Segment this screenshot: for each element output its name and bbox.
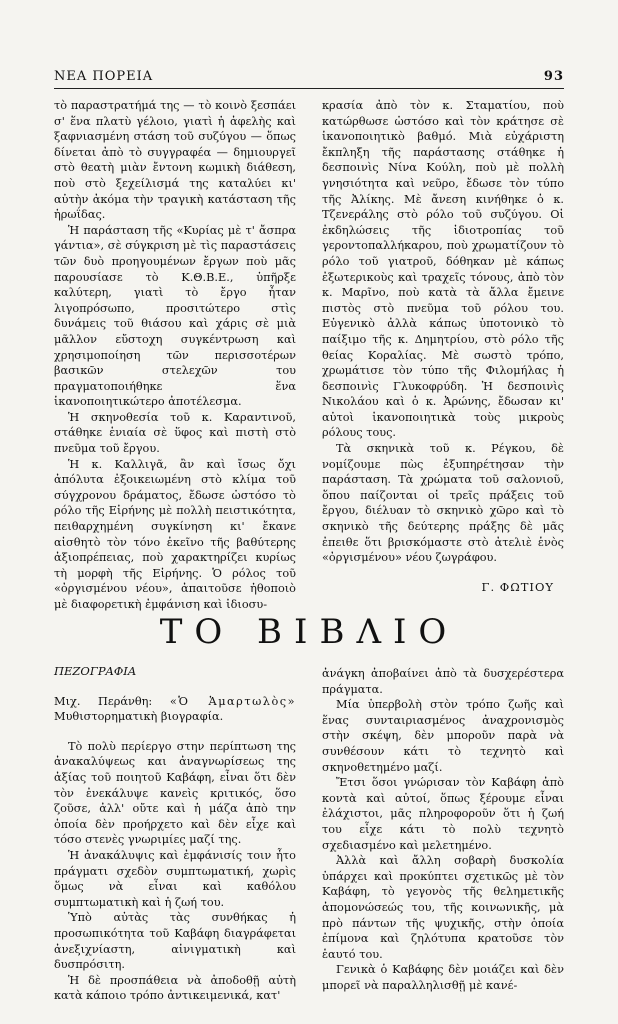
book-entry <box>54 694 296 725</box>
paragraph: Μία ὑπερβολὴ στὸν τρόπο ζωῆς καὶ ἕνας συνταιριασμένος ἀναχρονισμὸς στὴν σκέψη, δὲν μποροῦν παρὰ νὰ συνθέσουν κάτι τὸ τεχνητὸ καὶ σκηνοθετημένο μαζί. <box>322 698 564 774</box>
journal-title: ΝΕΑ ΠΟΡΕΙΑ <box>54 69 154 84</box>
paragraph: τὸ παραστρατήμά της — τὸ κοινὸ ξεσπάει σ' ἕνα πλατὺ γέλοιο, γιατὶ ἡ ἀφελὴς καὶ ξαφνιασμένη στάση τοῦ συζύγου — ὅπως δίνεται ἀπὸ τὸ συγγραφέα — δημιουργεῖ στὸ θεατὴ μιὰν ἔντονη κωμικὴ διάθεση, ποὺ στὸ ξεχείλισμά της καταλύει κι' αὐτὴν ἀκόμα τὴν τραγικὴ κατάσταση τῆς ἡρωΐδας. <box>54 99 296 222</box>
paragraph: ἀνάγκη ἀποβαίνει ἀπὸ τὰ δυσχερέστερα πράγματα. <box>322 667 564 696</box>
review-column-right <box>322 98 564 595</box>
running-header <box>54 66 564 89</box>
review-column-left <box>54 98 296 613</box>
book-column-right <box>322 666 564 993</box>
paragraph: Τὸ πολὺ περίεργο στην περίπτωση της ἀνακαλύψεως και ἀναγνωρίσεως της ἀξίας τοῦ ποιητοῦ Καβάφη, εἶναι ὅτι δὲν τὸν ἐνεκάλυψε κανεὶς κριτικός, ὅσο ζοῦσε, ἀλλ' οὔτε καὶ ἡ μάζα ἀπὸ την ὁποία δὲν προήρχετο καὶ δὲν εἶχε καὶ τόσο στενὲς γνωριμίες μαζί της. <box>54 739 296 847</box>
page-number: 93 <box>543 69 564 84</box>
paragraph: κρασία ἀπὸ τὸν κ. Σταματίου, ποὺ κατώρθωσε ὡστόσο καὶ τὸν κράτησε σὲ ἱκανοποιητικὸ βαθμό. Μιὰ εὐχάριστη ἔκπληξη τῆς παράστασης στάθηκε ἡ δεσποινὶς Νίνα Κούλη, ποὺ μὲ πολλὴ γνησιότητα καὶ νεῦρο, ἔδωσε τὸν τύπο τῆς Ἀλίκης. Μὲ ἄνεση κινήθηκε ὁ κ. Τζενεράλης στὸ ρόλο τοῦ συζύγου. Οἱ ἐκδηλώσεις τῆς ἰδιοτροπίας τοῦ γεροντοπαλλήκαρου, ποὺ χρωματίζουν τὸ ρόλο τοῦ γιατροῦ, δόθηκαν μὲ κάπως ἐξωτερικοὺς καὶ τραχεῖς τόνους, ἀπὸ τὸν κ. Μαρῖνο, ποὺ κατὰ τὰ ἄλλα ἔμεινε πιστὸς στὸ πνεῦμα τοῦ ρόλου του. Εὐγενικὸ ἀλλὰ κάπως ὑποτονικὸ τὸ παίξιμο τῆς κ. Δημητρίου, στὸ ρόλο τῆς θείας Κοραλίας. Μὲ σωστὸ τρόπο, χρωμάτισε τὸν τύπο τῆς Φιλομήλας ἡ δεσποινὶς Γλυκοφρύδη. Ἡ δεσποινὶς Νικολάου καὶ ὁ κ. Ἀρώνης, ἔδωσαν κι' αὐτοὶ ἱκανοποιητικὰ τοὺς μικροὺς ρόλους τους. <box>322 99 564 440</box>
section-label: ΠΕΖΟΓΡΑΦΙΑ <box>54 664 137 678</box>
paragraph: Ἀλλὰ καὶ ἄλλη σοβαρὴ δυσκολία ὑπάρχει καὶ προκύπτει σχετικῶς μὲ τὸν Καβάφη, τὸ γεγονὸς τῆς θελημετικῆς ἀπομονώσεώς του, τῆς κοινωνικῆς, μὰ πρὸ πάντων τῆς ψυχικῆς, στὴν ὁποία ἐπίμονα καὶ ζηλότυπα κρατοῦσε τὸν ἑαυτό του. <box>322 854 564 961</box>
book-column-left <box>54 664 296 1004</box>
paragraph: Γενικὰ ὁ Καβάφης δὲν μοιάζει καὶ δὲν μπορεῖ νὰ παραλληλισθῇ μὲ κανέ- <box>322 963 564 992</box>
paragraph: Ἡ δὲ προσπάθεια νὰ ἀποδοθῇ αὐτὴ κατὰ κάποιο τρόπο ἀντικειμενικά, κατ' <box>54 973 296 1003</box>
section-title: ΤΟ ΒΙΒΛΙΟ <box>159 612 459 652</box>
paragraph: Ἡ κ. Καλλιγᾶ, ἂν καὶ ἴσως ὄχι ἀπόλυτα ἐξοικειωμένη στὸ κλίμα τοῦ σύγχρονου δράματος, ἔδωσε ὡστόσο τὸ ρόλο τῆς Εἰρήνης μὲ πολλὴ πειστικότητα, πειθαρχημένη συγκίνηση κι' ἔκανε αἰσθητὸ τὸν τόνο ἐκεῖνο τῆς βαθύτερης ἀξιοπρέπειας, ποὺ χαρακτηρίζει κυρίως τὴ μορφὴ τῆς Εἰρήνης. Ὁ ρόλος τοῦ «ὀργισμένου νέου», ἀπαιτοῦσε ἠθοποιὸ μὲ διαφορετικὴ ἐμφάνιση καὶ ἰδιοσυ- <box>54 457 296 611</box>
book-title: «Ὁ Ἁμαρτωλὸς» <box>169 694 296 708</box>
book-subtitle: Μυθιστορηματικὴ βιογραφία. <box>54 710 224 724</box>
paragraph: Τὰ σκηνικὰ τοῦ κ. Ρέγκου, δὲ νομίζουμε πὼς ἐξυπηρέτησαν τὴν παράσταση. Τὰ χρώματα τοῦ σαλονιοῦ, ὅπου παίζονται οἱ τρεῖς πράξεις τοῦ ἔργου, διέλυαν τὸ σκηνικὸ χῶρο καὶ τὸ σκηνικὸ τῆς δεύτερης πράξης δὲ μᾶς ἐπειθε ὅτι βρισκόμαστε στὸ ἀτελιὲ ἑνὸς «ὀργισμένου» νέου ζωγράφου. <box>322 442 564 565</box>
paragraph: Ἔτσι ὅσοι γνώρισαν τὸν Καβάφη ἀπὸ κοντὰ καὶ αὐτοί, ὅπως ξέρουμε εἶναι ἐλάχιστοι, μᾶς πληροφοροῦν ὅτι ἡ ζωή του εἶχε κάτι τὸ πολὺ τεχνητὸ σχεδιασμένο καὶ μελετημένο. <box>322 776 564 852</box>
book-author: Μιχ. Περάνθη: <box>54 694 153 708</box>
paragraph: Ἡ σκηνοθεσία τοῦ κ. Καραντινοῦ, στάθηκε ἑνιαία σὲ ὕφος καὶ πιστὴ στὸ πνεῦμα τοῦ ἔργου. <box>54 410 296 456</box>
paragraph: Ὑπὸ αὐτὰς τὰς συνθήκας ἡ προσωπικότητα τοῦ Καβάφη διαγράφεται ἀνεξιχνίαστη, αἰνιγματικὴ καὶ δυσπρόσιτη. <box>54 911 296 972</box>
paragraph: Ἡ παράσταση τῆς «Κυρίας μὲ τ' ἄσπρα γάντια», σὲ σύγκριση μὲ τὶς παραστάσεις τῶν δυὸ προηγουμένων ἔργων ποὺ μᾶς παρουσίασε τὸ Κ.Θ.Β.Ε., ὑπῆρξε καλύτερη, γιατὶ τὸ ἔργο ἦταν λιγοπρόσωπο, προσιτώτερο στὶς δυνάμεις τοῦ θιάσου καὶ χάρις σὲ μιὰ μᾶλλον εὔστοχη συγκέντρωση καὶ χρησιμοποίηση τῶν περισσοτέρων βασικῶν στελεχῶν του πραγματοποιήθηκε ἕνα ἱκανοποιητικώτερο ἀποτέλεσμα. <box>54 223 296 409</box>
paragraph: Ἡ ἀνακάλυψις καὶ ἐμφάνισίς τοιν ἦτο πράγματι σχεδὸν συμπτωματική, χωρὶς ὅμως νὰ εἶναι καὶ καθόλου συμπτωματικὴ καὶ ἡ ζωή του. <box>54 848 296 909</box>
author-signature: Γ. ΦΩΤΙΟΥ <box>481 579 554 594</box>
